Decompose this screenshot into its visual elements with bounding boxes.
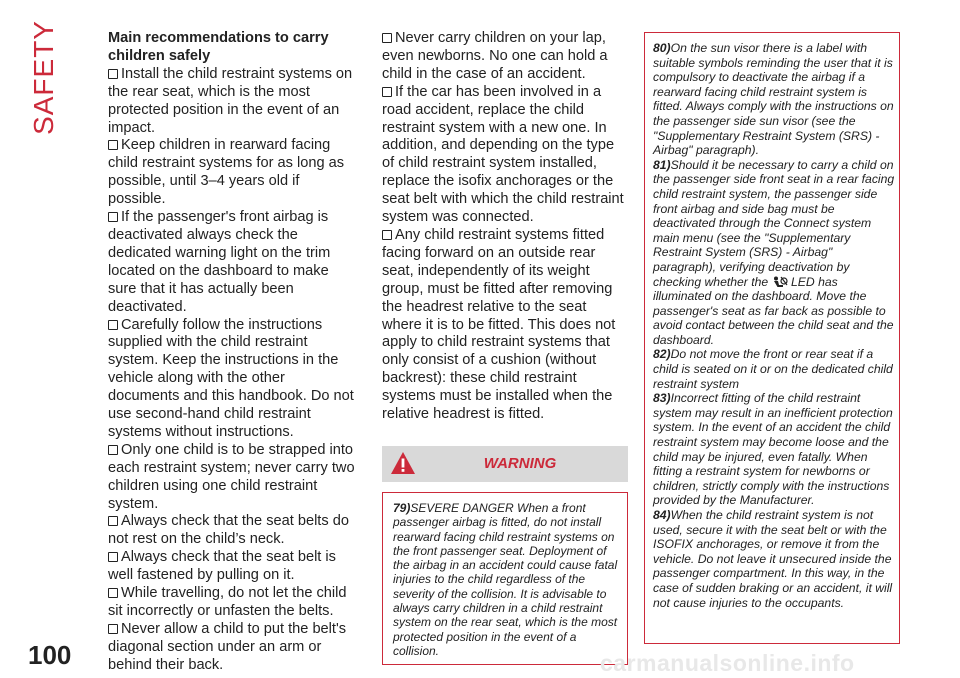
checkbox-bullet-icon bbox=[108, 445, 118, 455]
note-number: 84) bbox=[653, 508, 671, 522]
note-item bbox=[653, 347, 895, 391]
note-item bbox=[653, 391, 895, 508]
warning-box bbox=[382, 492, 628, 665]
checkbox-bullet-icon bbox=[108, 552, 118, 562]
checkbox-bullet-icon bbox=[382, 33, 392, 43]
middle-column bbox=[382, 30, 628, 665]
list-item: Install the child restraint systems on the rear seat, which is the most protected position in the event of an impact. bbox=[108, 65, 353, 136]
note-text: LED has illuminated on the dashboard. Move the passenger's seat as far back as possible to avoid contact between the child seat and the dashboard. bbox=[653, 274, 894, 347]
warning-triangle-icon bbox=[390, 451, 416, 475]
note-item bbox=[653, 158, 895, 348]
list-item: Never carry children on your lap, even newborns. No one can hold a child in the case of an accident. bbox=[382, 30, 608, 82]
checkbox-bullet-icon bbox=[382, 230, 392, 240]
list-item: Always check that the seat belts do not rest on the child’s neck. bbox=[108, 513, 349, 548]
warning-title: WARNING bbox=[483, 454, 557, 472]
list-item: Carefully follow the instructions supplied with the child restraint system. Keep the instructions in the vehicle along with the other documents and this handbook. Do not use second-hand child restraint systems without instructions. bbox=[108, 316, 354, 440]
note-item bbox=[653, 41, 895, 158]
list-item: Only one child is to be strapped into each restraint system; never carry two children using one child restraint system. bbox=[108, 441, 355, 512]
list-item: Never allow a child to put the belt's diagonal section under an arm or behind their back. bbox=[108, 620, 347, 673]
note-text: On the sun visor there is a label with suitable symbols reminding the user that it is compulsory to deactivate the airbag if a rearward facing child restraint system is fitted. Always comply with the instructions on the passenger side sun visor (see the "Supplementary Restraint System (SRS) - Airbag" paragraph). bbox=[653, 41, 894, 158]
checkbox-bullet-icon bbox=[108, 624, 118, 634]
list-item: Keep children in rearward facing child restraint systems for as long as possible, until 3–4 years old if possible. bbox=[108, 137, 345, 208]
section-heading: Main recommendations to carry children safely bbox=[108, 30, 329, 64]
checkbox-bullet-icon bbox=[108, 320, 118, 330]
list-item: If the passenger's front airbag is deactivated always check the dedicated warning light on the trim located on the dashboard to make sure that it has actually been deactivated. bbox=[108, 209, 331, 315]
note-number: 80) bbox=[653, 41, 671, 55]
section-tab bbox=[14, 20, 74, 135]
page-number: 100 bbox=[28, 640, 72, 670]
checkbox-bullet-icon bbox=[108, 516, 118, 526]
note-number: 83) bbox=[653, 391, 671, 406]
note-item bbox=[653, 508, 895, 610]
checkbox-bullet-icon bbox=[108, 588, 118, 598]
note-number: 82) bbox=[653, 347, 671, 362]
checkbox-bullet-icon bbox=[108, 140, 118, 150]
left-column bbox=[108, 30, 356, 675]
note-text: Incorrect fitting of the child restraint system may result in an inefficient protection system. In the event of an accident the child restraint system may become loose and the child may be injured, even fatally. When fitting a restraint system for newborns or children, strictly comply with the instructions provided by the Manufacturer. bbox=[653, 391, 893, 508]
note-text: Should it be necessary to carry a child on the passenger side front seat in a rear facing child restraint system, the passenger side front airbag and side bag must be deactivated through the Connect system main menu (see the "Supplementary Restraint System (SRS) - Airbag" paragraph), verifying deactivation by checking whether the bbox=[653, 157, 895, 289]
section-label: SAFETY bbox=[28, 20, 59, 135]
note-number: 79) bbox=[393, 500, 411, 515]
checkbox-bullet-icon bbox=[108, 69, 118, 79]
note-number: 81) bbox=[653, 157, 671, 172]
note-text: Do not move the front or rear seat if a child is seated on it or on the dedicated child restraint system bbox=[653, 347, 893, 391]
checkbox-bullet-icon bbox=[382, 87, 392, 97]
note-text: SEVERE DANGER When a front passenger airbag is fitted, do not install rearward facing child restraint systems on the front passenger seat. Deployment of the airbag in an accident could cause fatal injuries to the child regardless of the severity of the collision. It is advisable to always carry children in a child restraint system on the rear seat, which is the most protected position in the event of a collision. bbox=[393, 500, 618, 658]
list-item: Any child restraint systems fitted facing forward on an outside rear seat, independently of its weight group, must be fitted after removing the headrest relative to the seat where it is to be fitted. This does not apply to child restraint systems that only consist of a cushion (without backrest): these child restraint systems must be installed when the relative headrest is fitted. bbox=[382, 226, 616, 423]
notes-box bbox=[644, 32, 900, 644]
list-item: If the car has been involved in a road accident, replace the child restraint system with a new one. In addition, and depending on the type of child restraint system installed, replace the isofix anchorages or the seat belt with which the child restraint system was connected. bbox=[382, 83, 624, 226]
warning-header bbox=[382, 446, 628, 482]
watermark: carmanualsonline.info bbox=[600, 650, 855, 676]
list-item: Always check that the seat belt is well fastened by pulling on it. bbox=[108, 549, 336, 584]
note-text: When the child restraint system is not used, secure it with the seat belt or with the ISOFIX anchorages, or remove it from the vehicle. Do not leave it unsecured inside the passenger compartment. In this way, in the case of sudden braking or an accident, it will not cause injuries to the occupants. bbox=[653, 508, 893, 610]
airbag-off-led-icon bbox=[772, 276, 788, 288]
checkbox-bullet-icon bbox=[108, 212, 118, 222]
list-item: While travelling, do not let the child sit incorrectly or unfasten the belts. bbox=[108, 585, 347, 619]
